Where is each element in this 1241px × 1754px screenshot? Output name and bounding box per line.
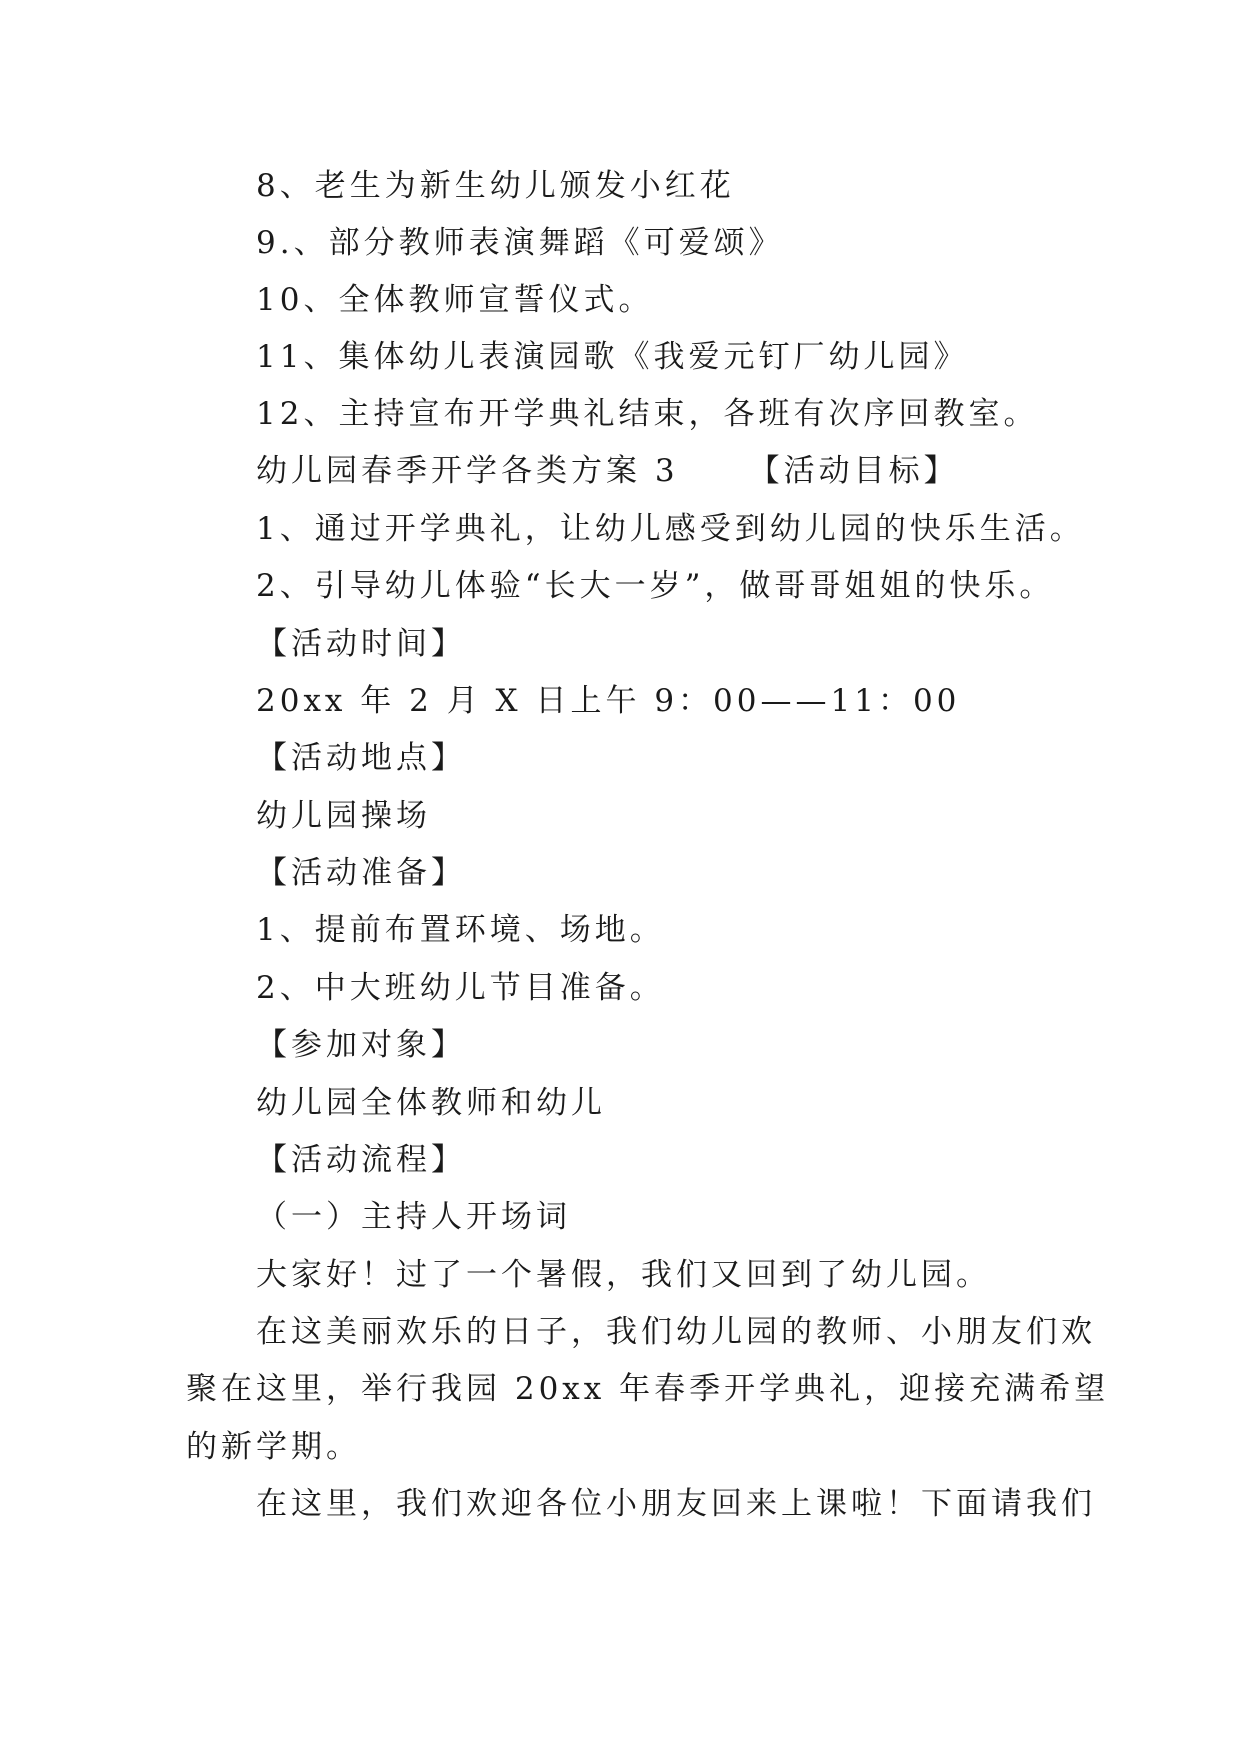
speech-line-3: 聚在这里，举行我园 20xx 年春季开学典礼，迎接充满希望 [186, 1371, 1110, 1407]
goal-item-1: 1、通过开学典礼，让幼儿感受到幼儿园的快乐生活。 [256, 511, 1085, 547]
time-heading: 【活动时间】 [256, 626, 466, 662]
goal-item-2: 2、引导幼儿体验“长大一岁”，做哥哥姐姐的快乐。 [256, 568, 1055, 604]
participants-heading: 【参加对象】 [256, 1027, 466, 1063]
prep-item-1: 1、提前布置环境、场地。 [256, 912, 665, 948]
program-item-10: 10、全体教师宣誓仪式。 [256, 282, 654, 318]
speech-line-2: 在这美丽欢乐的日子，我们幼儿园的教师、小朋友们欢 [256, 1314, 1096, 1350]
prep-item-2: 2、中大班幼儿节目准备。 [256, 970, 665, 1006]
program-item-11: 11、集体幼儿表演园歌《我爱元钉厂幼儿园》 [256, 339, 969, 375]
speech-line-1: 大家好！过了一个暑假，我们又回到了幼儿园。 [256, 1257, 991, 1293]
plan-title-line [256, 451, 959, 491]
program-item-9: 9.、部分教师表演舞蹈《可爱颂》 [256, 225, 784, 261]
place-value: 幼儿园操场 [256, 798, 431, 834]
prep-heading: 【活动准备】 [256, 855, 466, 891]
speech-line-4: 的新学期。 [186, 1429, 361, 1465]
goal-heading: 【活动目标】 [748, 453, 959, 489]
time-value: 20xx 年 2 月 X 日上午 9：00——11：00 [256, 683, 961, 719]
place-heading: 【活动地点】 [256, 740, 466, 776]
process-subheading: （一）主持人开场词 [256, 1199, 571, 1235]
speech-line-5: 在这里，我们欢迎各位小朋友回来上课啦！下面请我们 [256, 1486, 1096, 1522]
participants-value: 幼儿园全体教师和幼儿 [256, 1085, 606, 1121]
plan-title: 幼儿园春季开学各类方案 3 [256, 453, 679, 489]
program-item-12: 12、主持宣布开学典礼结束，各班有次序回教室。 [256, 396, 1039, 432]
process-heading: 【活动流程】 [256, 1142, 466, 1178]
program-item-8: 8、老生为新生幼儿颁发小红花 [256, 168, 735, 204]
